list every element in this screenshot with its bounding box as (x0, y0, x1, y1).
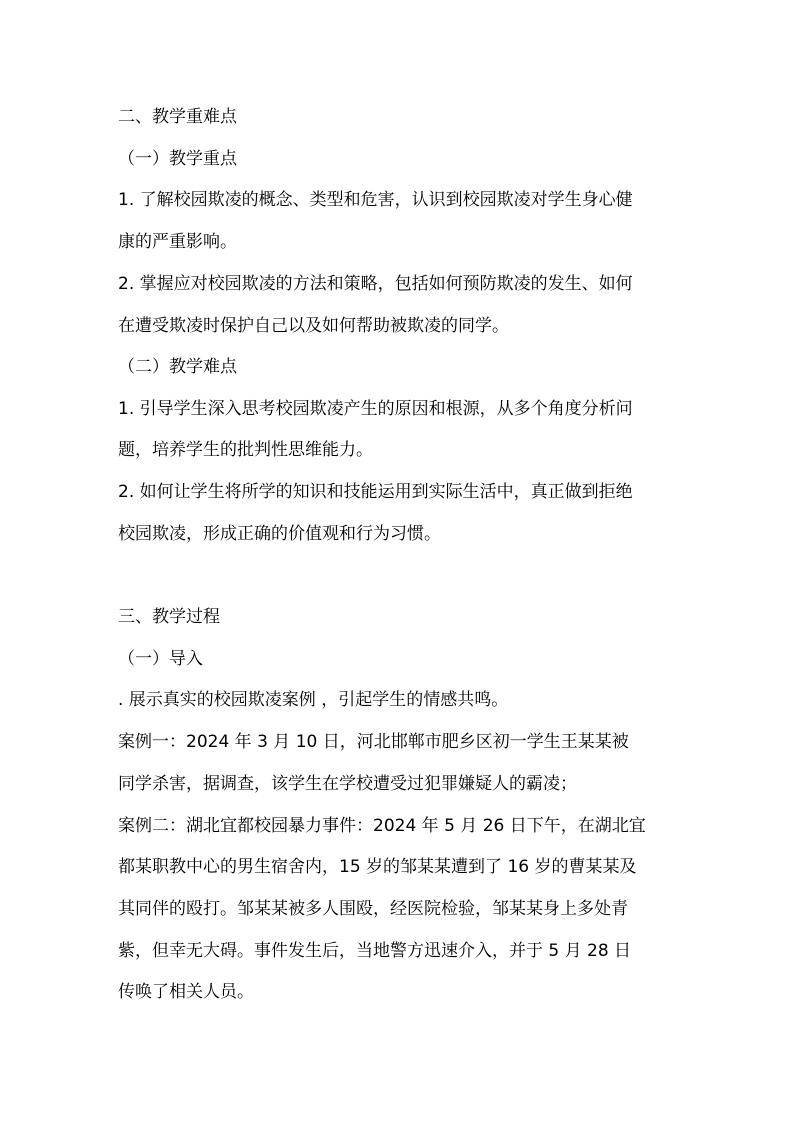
difficulty-2-line-1: 2. 如何让学生将所学的知识和技能运用到实际生活中，真正做到拒绝 (118, 482, 633, 502)
case-2-line-3: 其同伴的殴打。邹某某被多人围殴，经医院检验，邹某某身上多处青 (118, 899, 628, 919)
case-2-line-4: 紫，但幸无大碍。事件发生后，当地警方迅速介入，并于 5 月 28 日 (118, 941, 632, 961)
key-point-2-line-2: 在遭受欺凌时保护自己以及如何帮助被欺凌的同学。 (118, 316, 509, 336)
difficulty-1-line-1: 1. 引导学生深入思考校园欺凌产生的原因和根源，从多个角度分析问 (118, 399, 633, 419)
section-2-title: 二、教学重难点 (118, 107, 237, 127)
section-3-sub1-title: （一）导入 (118, 649, 203, 669)
key-point-1-line-2: 康的严重影响。 (118, 232, 237, 252)
case-2-line-1: 案例二：湖北宜都校园暴力事件：2024 年 5 月 26 日下午，在湖北宜 (118, 816, 646, 836)
difficulty-1-line-2: 题，培养学生的批判性思维能力。 (118, 440, 373, 460)
difficulty-2-line-2: 校园欺凌，形成正确的价值观和行为习惯。 (118, 524, 441, 544)
key-point-2-line-1: 2. 掌握应对校园欺凌的方法和策略，包括如何预防欺凌的发生、如何 (118, 274, 633, 294)
section-3-title: 三、教学过程 (118, 607, 220, 627)
section-2-sub2-title: （二）教学难点 (118, 357, 237, 377)
case-1-line-2: 同学杀害，据调查，该学生在学校遭受过犯罪嫌疑人的霸凌； (118, 774, 577, 794)
case-2-line-2: 都某职教中心的男生宿舍内，15 岁的邹某某遭到了 16 岁的曹某某及 (118, 857, 637, 877)
case-1-line-1: 案例一：2024 年 3 月 10 日，河北邯郸市肥乡区初一学生王某某被 (118, 732, 629, 752)
key-point-1-line-1: 1. 了解校园欺凌的概念、类型和危害，认识到校园欺凌对学生身心健 (118, 190, 633, 210)
section-2-sub1-title: （一）教学重点 (118, 149, 237, 169)
intro-line: . 展示真实的校园欺凌案例 ，引起学生的情感共鸣。 (118, 690, 509, 710)
case-2-line-5: 传唤了相关人员。 (118, 982, 254, 1002)
